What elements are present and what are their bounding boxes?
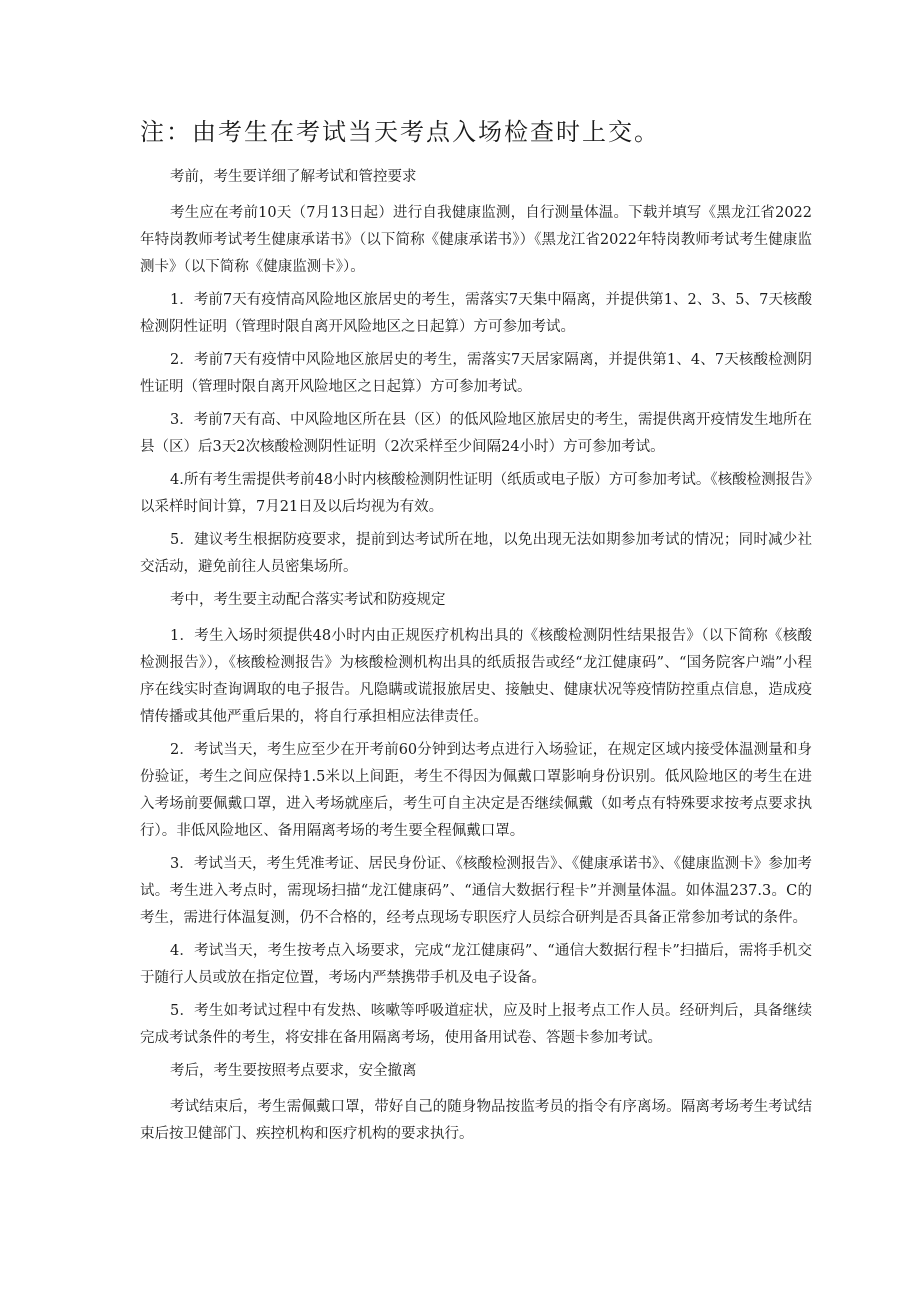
paragraph-before-item-3: 3．考前7天有高、中风险地区所在县（区）的低风险地区旅居史的考生，需提供离开疫情发生地所在县（区）后3天2次核酸检测阴性证明（2次采样至少间隔24小时）方可参加考试。 [140,412,812,455]
paragraph-before-item-2: 2．考前7天有疫情中风险地区旅居史的考生，需落实7天居家隔离，并提供第1、4、7天核酸检测阴性证明（管理时限自离开风险地区之日起算）方可参加考试。 [140,352,812,395]
paragraph-before-item-5: 5．建议考生根据防疫要求，提前到达考试所在地，以免出现无法如期参加考试的情况；同时减少社交活动，避免前往人员密集场所。 [140,532,812,575]
paragraph-before-item-4: 4.所有考生需提供考前48小时内核酸检测阴性证明（纸质或电子版）方可参加考试。《核酸检测报告》以采样时间计算，7月21日及以后均视为有效。 [140,472,812,515]
paragraph-after: 考试结束后，考生需佩戴口罩，带好自己的随身物品按监考员的指令有序离场。隔离考场考生考试结束后按卫健部门、疾控机构和医疗机构的要求执行。 [140,1099,812,1142]
section-heading-during: 考中，考生要主动配合落实考试和防疫规定 [170,592,446,608]
document-body [140,160,812,1148]
paragraph-during-item-3: 3．考试当天，考生凭准考证、居民身份证、《核酸检测报告》、《健康承诺书》、《健康监测卡》参加考试。考生进入考点时，需现场扫描“龙江健康码”、“通信大数据行程卡”并测量体温。如体温237.3。C的考生，需进行体温复测，仍不合格的，经考点现场专职医疗人员综合研判是否具备正常参加考试的条件。 [140,856,812,926]
section-heading-before: 考前，考生要详细了解考试和管控要求 [170,169,417,185]
paragraph-before-item-1: 1．考前7天有疫情高风险地区旅居史的考生，需落实7天集中隔离，并提供第1、2、3、5、7天核酸检测阴性证明（管理时限自离开风险地区之日起算）方可参加考试。 [140,292,812,335]
paragraph-during-item-2: 2．考试当天，考生应至少在开考前60分钟到达考点进行入场验证，在规定区域内接受体温测量和身份验证，考生之间应保持1.5米以上间距，考生不得因为佩戴口罩影响身份识别。低风险地区的考生在进入考场前要佩戴口罩，进入考场就座后，考生可自主决定是否继续佩戴（如考点有特殊要求按考点要求执行）。非低风险地区、备用隔离考场的考生要全程佩戴口罩。 [140,742,812,839]
submission-note: 注：由考生在考试当天考点入场检查时上交。 [140,118,660,146]
section-heading-after: 考后，考生要按照考点要求，安全撤离 [170,1063,417,1079]
paragraph-during-item-4: 4．考试当天，考生按考点入场要求，完成“龙江健康码”、“通信大数据行程卡”扫描后，需将手机交于随行人员或放在指定位置，考场内严禁携带手机及电子设备。 [140,943,812,986]
paragraph-during-item-5: 5．考生如考试过程中有发热、咳嗽等呼吸道症状，应及时上报考点工作人员。经研判后，具备继续完成考试条件的考生，将安排在备用隔离考场，使用备用试卷、答题卡参加考试。 [140,1003,812,1046]
paragraph-during-item-1: 1．考生入场时须提供48小时内由正规医疗机构出具的《核酸检测阴性结果报告》（以下简称《核酸检测报告》），《核酸检测报告》为核酸检测机构出具的纸质报告或经“龙江健康码”、“国务院客户端”小程序在线实时查询调取的电子报告。凡隐瞒或谎报旅居史、接触史、健康状况等疫情防控重点信息，造成疫情传播或其他严重后果的，将自行承担相应法律责任。 [140,628,812,725]
paragraph-before-intro: 考生应在考前10天（7月13日起）进行自我健康监测，自行测量体温。下载并填写《黑龙江省2022年特岗教师考试考生健康承诺书》（以下简称《健康承诺书》）《黑龙江省2022年特岗教师考试考生健康监测卡》（以下简称《健康监测卡》）。 [140,205,812,275]
